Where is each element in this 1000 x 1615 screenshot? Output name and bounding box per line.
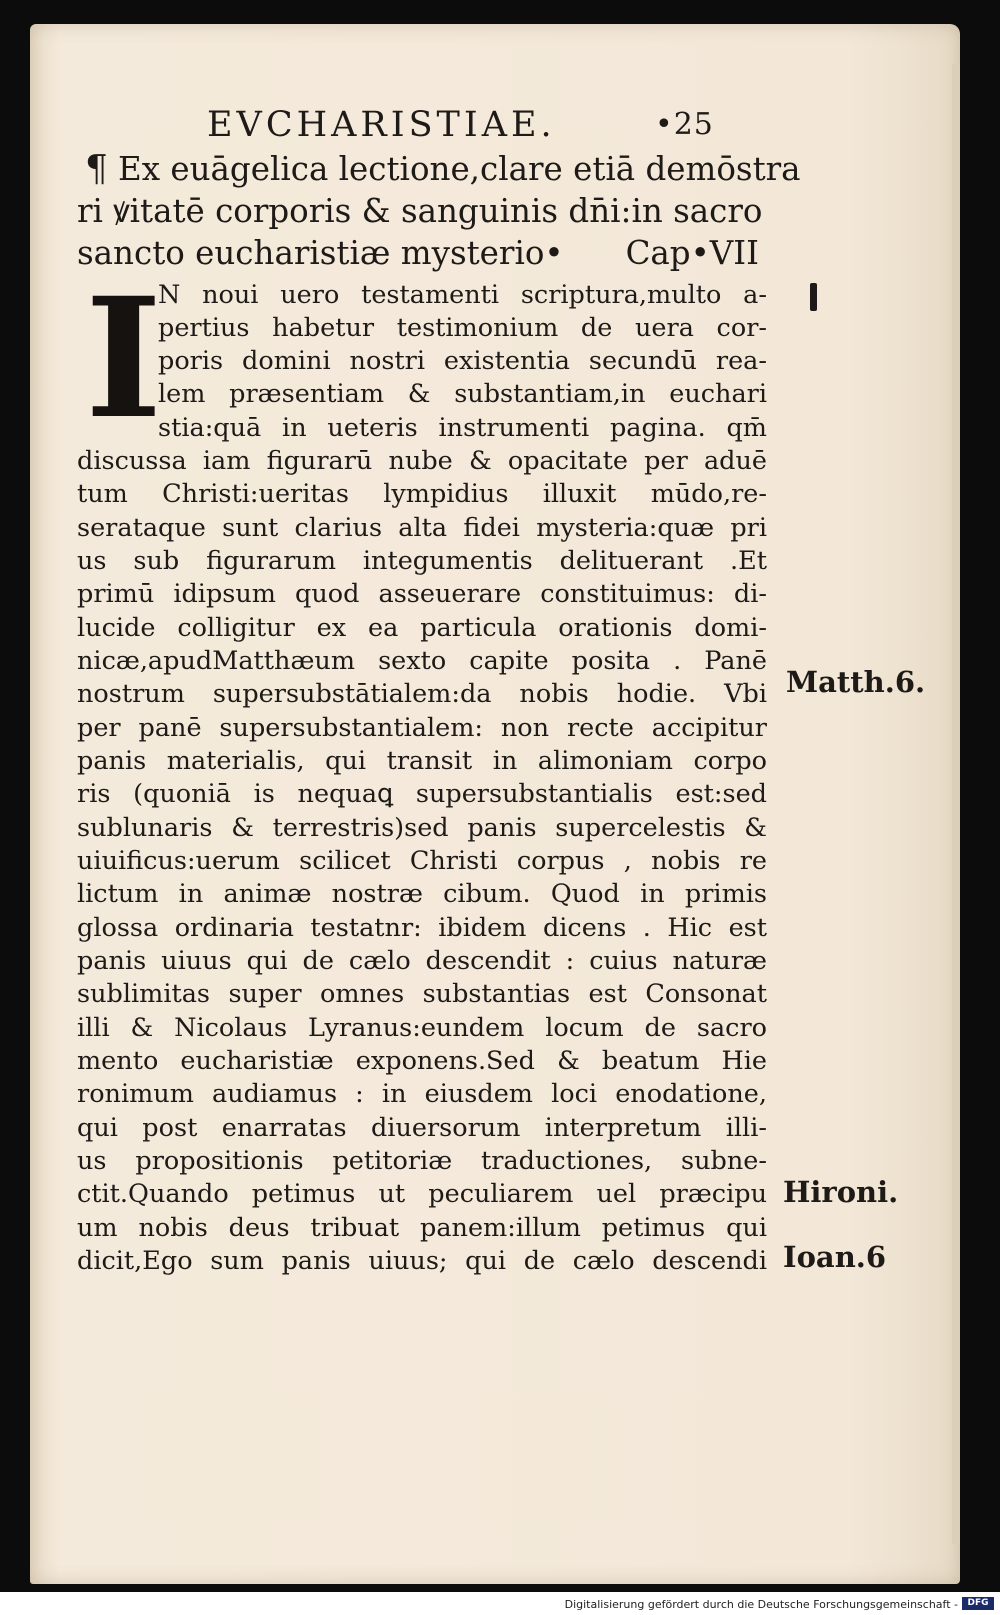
body-line: ctit.Quando petimus ut peculiarem uel præcipu bbox=[77, 1179, 767, 1209]
body-line: discussa iam figurarū nube & opacitate per aduē bbox=[77, 446, 767, 476]
page-edge bbox=[952, 64, 960, 1544]
body-line: um nobis deus tribuat panem:illum petimus qui bbox=[77, 1213, 767, 1243]
body-line: glossa ordinaria testatnr: ibidem dicens . Hic est bbox=[77, 913, 767, 943]
body-line: ronimum audiamus : in eiusdem loci enodatione, bbox=[77, 1079, 767, 1109]
body-line: primū idipsum quod asseuerare constituimus: di- bbox=[77, 579, 767, 609]
chapter-heading-line-1: Ex euāgelica lectione,clare etiā demōstra bbox=[118, 150, 801, 188]
chapter-heading-line-2: ri ꝟitatē corporis & sanguinis dn̄i:in sacro bbox=[77, 192, 763, 230]
body-line: mento eucharistiæ exponens.Sed & beatum Hie bbox=[77, 1046, 767, 1076]
body-line: pertius habetur testimonium de uera cor- bbox=[158, 313, 767, 343]
body-line: us sub figurarum integumentis delituerant .Et bbox=[77, 546, 767, 576]
folio-number: •25 bbox=[655, 107, 714, 142]
drop-cap: I bbox=[85, 261, 163, 455]
running-head: EVCHARISTIAE. bbox=[207, 105, 556, 145]
body-line: lictum in animæ nostræ cibum. Quod in primis bbox=[77, 879, 767, 909]
body-line: nicæ,apudMatthæum sexto capite posita . Panē bbox=[77, 646, 767, 676]
body-line: panis uiuus qui de cælo descendit : cuius naturæ bbox=[77, 946, 767, 976]
body-line: panis materialis, qui transit in alimoniam corpo bbox=[77, 746, 767, 776]
body-line: qui post enarratas diuersorum interpretum illi- bbox=[77, 1113, 767, 1143]
body-line: dicit,Ego sum panis uiuus; qui de cælo descendi bbox=[77, 1246, 767, 1276]
body-line: illi & Nicolaus Lyranus:eundem locum de sacro bbox=[77, 1013, 767, 1043]
margin-marker bbox=[810, 283, 817, 311]
footer-credit: Digitalisierung gefördert durch die Deutsche Forschungsgemeinschaft - bbox=[564, 1598, 958, 1611]
body-line: tum Christi:ueritas lympidius illuxit mūdo,re- bbox=[77, 479, 767, 509]
body-line: lem præsentiam & substantiam,in euchari bbox=[158, 379, 767, 409]
body-line: per panē supersubstantialem: non recte accipitur bbox=[77, 713, 767, 743]
margin-note-john: Ioan.6 bbox=[783, 1240, 887, 1274]
body-line: sublunaris & terrestris)sed panis supercelestis & bbox=[77, 813, 767, 843]
body-line: poris domini nostri existentia secundū rea- bbox=[158, 346, 767, 376]
margin-note-jerome: Hironi. bbox=[783, 1175, 899, 1209]
body-line: sublimitas super omnes substantias est Consonat bbox=[77, 979, 767, 1009]
body-line: us propositionis petitoriæ traductiones, subne- bbox=[77, 1146, 767, 1176]
pilcrow-mark: ¶ bbox=[85, 149, 108, 190]
dfg-logo-icon: DFG bbox=[962, 1597, 994, 1610]
body-line: serataque sunt clarius alta fidei mysteria:quæ pri bbox=[77, 513, 767, 543]
chapter-heading-line-3: sancto eucharistiæ mysterio• Cap•VII bbox=[77, 234, 759, 272]
body-line: N noui uero testamenti scriptura,multo a- bbox=[158, 280, 767, 310]
body-line: uiuificus:uerum scilicet Christi corpus , nobis re bbox=[77, 846, 767, 876]
body-line: lucide colligitur ex ea particula orationis domi- bbox=[77, 613, 767, 643]
margin-note-matthew: Matth.6. bbox=[786, 665, 926, 699]
body-line: nostrum supersubstātialem:da nobis hodie. Vbi bbox=[77, 679, 767, 709]
body-line: stia:quā in ueteris instrumenti pagina. qm̄ bbox=[158, 413, 767, 443]
body-line: ris (quoniā is nequaꝗ supersubstantialis est:sed bbox=[77, 779, 767, 809]
